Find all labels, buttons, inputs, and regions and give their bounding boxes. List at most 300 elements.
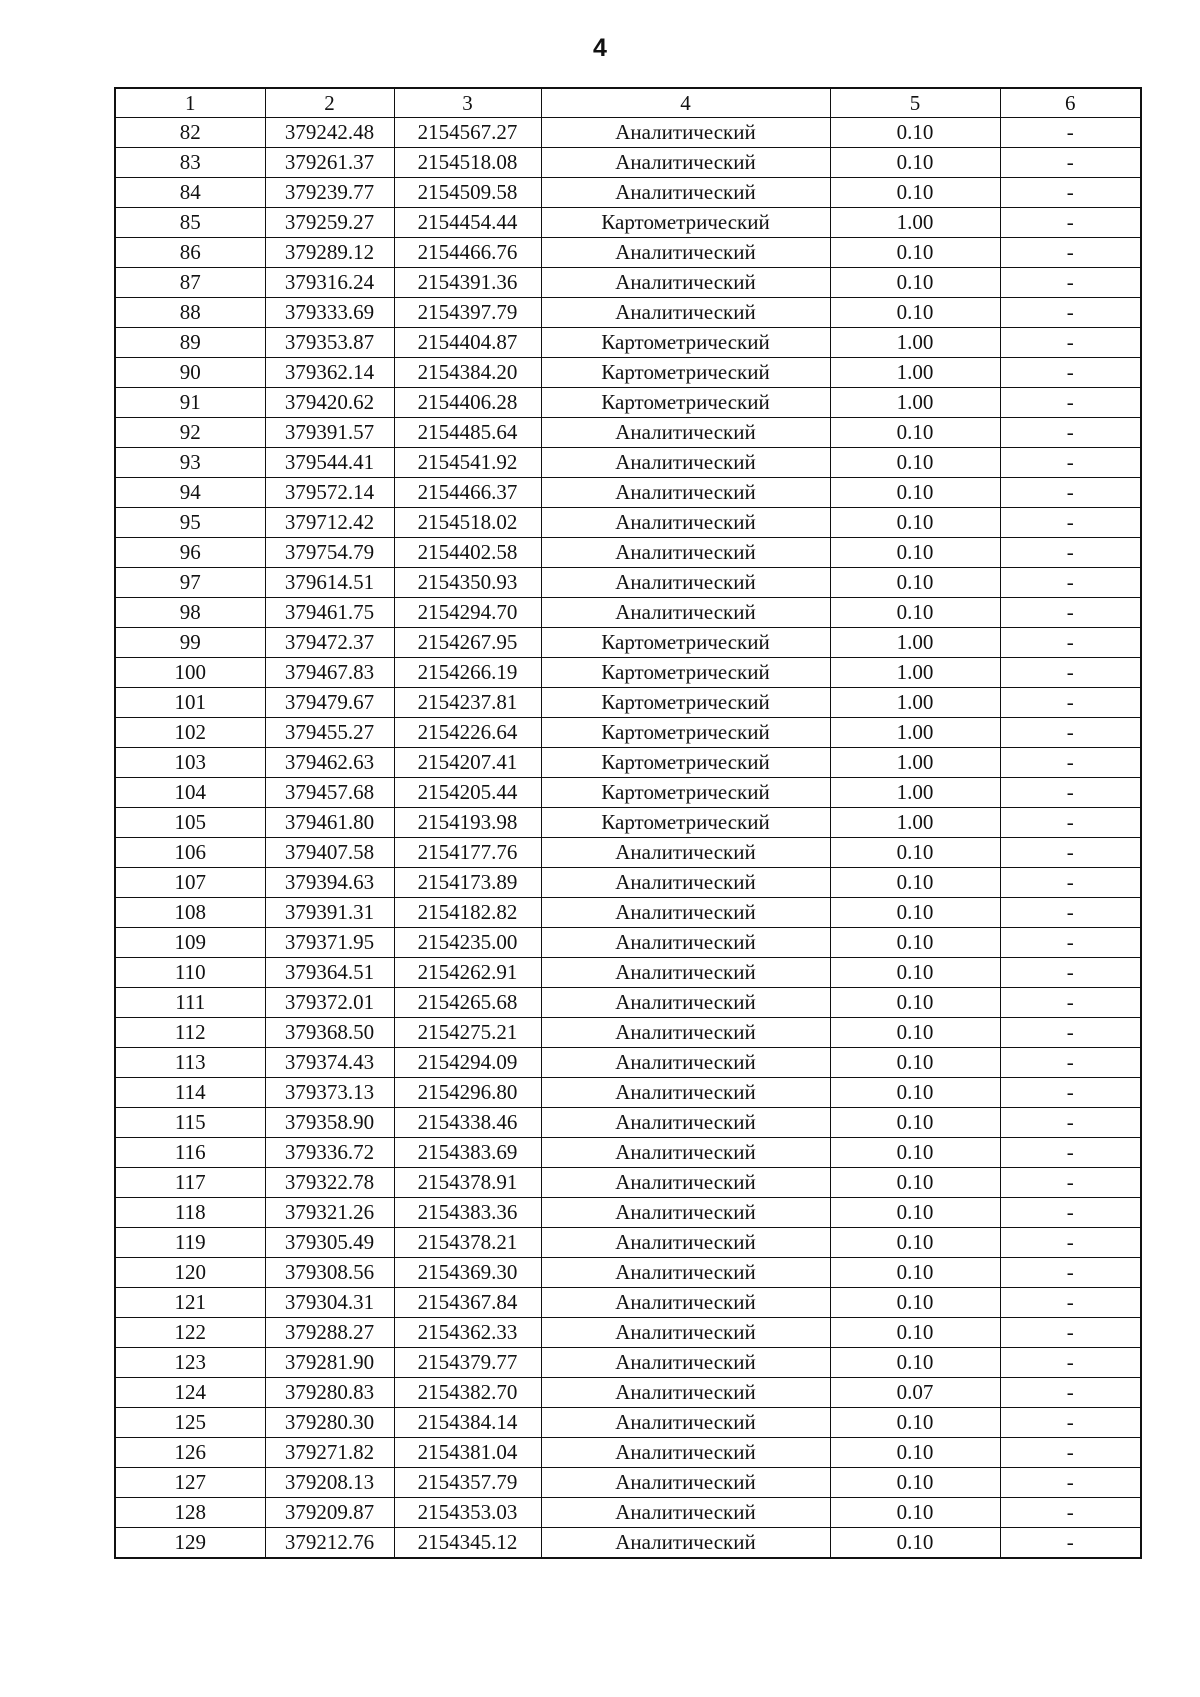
table-row <box>115 418 1141 448</box>
note-cell: - <box>1000 448 1141 478</box>
x-coordinate-cell: 379353.87 <box>265 328 394 358</box>
method-cell: Аналитический <box>541 598 830 628</box>
accuracy-cell: 1.00 <box>830 658 1000 688</box>
point-number-cell: 123 <box>115 1348 265 1378</box>
y-coordinate-cell: 2154357.79 <box>394 1468 541 1498</box>
point-number-cell: 127 <box>115 1468 265 1498</box>
table-row <box>115 478 1141 508</box>
point-number-cell: 87 <box>115 268 265 298</box>
note-cell: - <box>1000 658 1141 688</box>
accuracy-cell: 0.10 <box>830 1408 1000 1438</box>
note-cell: - <box>1000 268 1141 298</box>
note-cell: - <box>1000 688 1141 718</box>
point-number-cell: 92 <box>115 418 265 448</box>
y-coordinate-cell: 2154338.46 <box>394 1108 541 1138</box>
note-cell: - <box>1000 1438 1141 1468</box>
y-coordinate-cell: 2154518.02 <box>394 508 541 538</box>
point-number-cell: 89 <box>115 328 265 358</box>
point-number-cell: 102 <box>115 718 265 748</box>
y-coordinate-cell: 2154235.00 <box>394 928 541 958</box>
y-coordinate-cell: 2154397.79 <box>394 298 541 328</box>
y-coordinate-cell: 2154226.64 <box>394 718 541 748</box>
x-coordinate-cell: 379472.37 <box>265 628 394 658</box>
method-cell: Картометрический <box>541 778 830 808</box>
note-cell: - <box>1000 898 1141 928</box>
note-cell: - <box>1000 628 1141 658</box>
accuracy-cell: 0.10 <box>830 1018 1000 1048</box>
table-row <box>115 1288 1141 1318</box>
y-coordinate-cell: 2154466.37 <box>394 478 541 508</box>
x-coordinate-cell: 379407.58 <box>265 838 394 868</box>
accuracy-cell: 0.10 <box>830 418 1000 448</box>
x-coordinate-cell: 379461.80 <box>265 808 394 838</box>
x-coordinate-cell: 379420.62 <box>265 388 394 418</box>
accuracy-cell: 1.00 <box>830 718 1000 748</box>
y-coordinate-cell: 2154384.14 <box>394 1408 541 1438</box>
point-number-cell: 124 <box>115 1378 265 1408</box>
note-cell: - <box>1000 148 1141 178</box>
y-coordinate-cell: 2154509.58 <box>394 178 541 208</box>
x-coordinate-cell: 379614.51 <box>265 568 394 598</box>
accuracy-cell: 0.10 <box>830 898 1000 928</box>
note-cell: - <box>1000 1198 1141 1228</box>
method-cell: Аналитический <box>541 1018 830 1048</box>
method-cell: Аналитический <box>541 508 830 538</box>
method-cell: Аналитический <box>541 1348 830 1378</box>
x-coordinate-cell: 379712.42 <box>265 508 394 538</box>
point-number-cell: 115 <box>115 1108 265 1138</box>
note-cell: - <box>1000 718 1141 748</box>
point-number-cell: 99 <box>115 628 265 658</box>
table-row <box>115 838 1141 868</box>
method-cell: Аналитический <box>541 148 830 178</box>
point-number-cell: 125 <box>115 1408 265 1438</box>
note-cell: - <box>1000 748 1141 778</box>
table-row <box>115 568 1141 598</box>
y-coordinate-cell: 2154406.28 <box>394 388 541 418</box>
y-coordinate-cell: 2154541.92 <box>394 448 541 478</box>
x-coordinate-cell: 379259.27 <box>265 208 394 238</box>
point-number-cell: 93 <box>115 448 265 478</box>
method-cell: Аналитический <box>541 1498 830 1528</box>
table-row <box>115 328 1141 358</box>
y-coordinate-cell: 2154345.12 <box>394 1528 541 1559</box>
y-coordinate-cell: 2154267.95 <box>394 628 541 658</box>
method-cell: Картометрический <box>541 688 830 718</box>
y-coordinate-cell: 2154369.30 <box>394 1258 541 1288</box>
note-cell: - <box>1000 298 1141 328</box>
accuracy-cell: 0.10 <box>830 1168 1000 1198</box>
point-number-cell: 97 <box>115 568 265 598</box>
note-cell: - <box>1000 388 1141 418</box>
method-cell: Аналитический <box>541 1258 830 1288</box>
table-row <box>115 538 1141 568</box>
method-cell: Аналитический <box>541 118 830 148</box>
x-coordinate-cell: 379358.90 <box>265 1108 394 1138</box>
accuracy-cell: 0.10 <box>830 178 1000 208</box>
y-coordinate-cell: 2154378.91 <box>394 1168 541 1198</box>
note-cell: - <box>1000 1108 1141 1138</box>
note-cell: - <box>1000 778 1141 808</box>
table-header-row <box>115 88 1141 118</box>
method-cell: Аналитический <box>541 1138 830 1168</box>
table-row <box>115 1498 1141 1528</box>
x-coordinate-cell: 379242.48 <box>265 118 394 148</box>
method-cell: Аналитический <box>541 1378 830 1408</box>
y-coordinate-cell: 2154362.33 <box>394 1318 541 1348</box>
column-header: 3 <box>394 88 541 118</box>
table-row <box>115 238 1141 268</box>
point-number-cell: 121 <box>115 1288 265 1318</box>
note-cell: - <box>1000 118 1141 148</box>
note-cell: - <box>1000 928 1141 958</box>
y-coordinate-cell: 2154567.27 <box>394 118 541 148</box>
y-coordinate-cell: 2154379.77 <box>394 1348 541 1378</box>
x-coordinate-cell: 379280.30 <box>265 1408 394 1438</box>
x-coordinate-cell: 379461.75 <box>265 598 394 628</box>
method-cell: Аналитический <box>541 538 830 568</box>
point-number-cell: 96 <box>115 538 265 568</box>
point-number-cell: 107 <box>115 868 265 898</box>
method-cell: Аналитический <box>541 898 830 928</box>
x-coordinate-cell: 379280.83 <box>265 1378 394 1408</box>
table-row <box>115 118 1141 148</box>
method-cell: Картометрический <box>541 628 830 658</box>
x-coordinate-cell: 379364.51 <box>265 958 394 988</box>
note-cell: - <box>1000 838 1141 868</box>
point-number-cell: 112 <box>115 1018 265 1048</box>
y-coordinate-cell: 2154173.89 <box>394 868 541 898</box>
table-row <box>115 1048 1141 1078</box>
point-number-cell: 129 <box>115 1528 265 1559</box>
method-cell: Аналитический <box>541 868 830 898</box>
x-coordinate-cell: 379208.13 <box>265 1468 394 1498</box>
table-row <box>115 1228 1141 1258</box>
point-number-cell: 105 <box>115 808 265 838</box>
table-row <box>115 718 1141 748</box>
method-cell: Аналитический <box>541 1168 830 1198</box>
table-row <box>115 178 1141 208</box>
y-coordinate-cell: 2154485.64 <box>394 418 541 448</box>
x-coordinate-cell: 379322.78 <box>265 1168 394 1198</box>
x-coordinate-cell: 379544.41 <box>265 448 394 478</box>
table-row <box>115 1078 1141 1108</box>
table-row <box>115 598 1141 628</box>
accuracy-cell: 0.10 <box>830 1438 1000 1468</box>
table-row <box>115 1168 1141 1198</box>
point-number-cell: 85 <box>115 208 265 238</box>
method-cell: Аналитический <box>541 1288 830 1318</box>
y-coordinate-cell: 2154350.93 <box>394 568 541 598</box>
note-cell: - <box>1000 868 1141 898</box>
point-number-cell: 119 <box>115 1228 265 1258</box>
table-row <box>115 1468 1141 1498</box>
note-cell: - <box>1000 1288 1141 1318</box>
table-row <box>115 1138 1141 1168</box>
table-row <box>115 358 1141 388</box>
coordinates-table <box>114 87 1142 1559</box>
point-number-cell: 118 <box>115 1198 265 1228</box>
accuracy-cell: 0.10 <box>830 1228 1000 1258</box>
accuracy-cell: 0.10 <box>830 1078 1000 1108</box>
y-coordinate-cell: 2154404.87 <box>394 328 541 358</box>
note-cell: - <box>1000 1048 1141 1078</box>
note-cell: - <box>1000 1318 1141 1348</box>
method-cell: Аналитический <box>541 1198 830 1228</box>
point-number-cell: 82 <box>115 118 265 148</box>
note-cell: - <box>1000 1228 1141 1258</box>
table-row <box>115 1258 1141 1288</box>
point-number-cell: 116 <box>115 1138 265 1168</box>
x-coordinate-cell: 379261.37 <box>265 148 394 178</box>
point-number-cell: 113 <box>115 1048 265 1078</box>
table-row <box>115 658 1141 688</box>
column-header: 6 <box>1000 88 1141 118</box>
method-cell: Картометрический <box>541 718 830 748</box>
accuracy-cell: 0.07 <box>830 1378 1000 1408</box>
point-number-cell: 122 <box>115 1318 265 1348</box>
method-cell: Аналитический <box>541 958 830 988</box>
note-cell: - <box>1000 988 1141 1018</box>
method-cell: Аналитический <box>541 1048 830 1078</box>
note-cell: - <box>1000 1408 1141 1438</box>
table-row <box>115 508 1141 538</box>
y-coordinate-cell: 2154193.98 <box>394 808 541 838</box>
x-coordinate-cell: 379281.90 <box>265 1348 394 1378</box>
accuracy-cell: 1.00 <box>830 328 1000 358</box>
note-cell: - <box>1000 1468 1141 1498</box>
accuracy-cell: 0.10 <box>830 1468 1000 1498</box>
x-coordinate-cell: 379391.57 <box>265 418 394 448</box>
y-coordinate-cell: 2154466.76 <box>394 238 541 268</box>
y-coordinate-cell: 2154262.91 <box>394 958 541 988</box>
table-row <box>115 1348 1141 1378</box>
point-number-cell: 101 <box>115 688 265 718</box>
table-row <box>115 688 1141 718</box>
y-coordinate-cell: 2154518.08 <box>394 148 541 178</box>
method-cell: Картометрический <box>541 358 830 388</box>
point-number-cell: 86 <box>115 238 265 268</box>
x-coordinate-cell: 379372.01 <box>265 988 394 1018</box>
table-row <box>115 208 1141 238</box>
accuracy-cell: 0.10 <box>830 928 1000 958</box>
x-coordinate-cell: 379289.12 <box>265 238 394 268</box>
x-coordinate-cell: 379374.43 <box>265 1048 394 1078</box>
method-cell: Аналитический <box>541 1228 830 1258</box>
table-row <box>115 1438 1141 1468</box>
point-number-cell: 104 <box>115 778 265 808</box>
note-cell: - <box>1000 1018 1141 1048</box>
point-number-cell: 110 <box>115 958 265 988</box>
accuracy-cell: 0.10 <box>830 1348 1000 1378</box>
y-coordinate-cell: 2154294.09 <box>394 1048 541 1078</box>
point-number-cell: 126 <box>115 1438 265 1468</box>
x-coordinate-cell: 379391.31 <box>265 898 394 928</box>
method-cell: Картометрический <box>541 208 830 238</box>
method-cell: Картометрический <box>541 658 830 688</box>
method-cell: Аналитический <box>541 838 830 868</box>
accuracy-cell: 0.10 <box>830 1498 1000 1528</box>
accuracy-cell: 0.10 <box>830 538 1000 568</box>
method-cell: Аналитический <box>541 1468 830 1498</box>
x-coordinate-cell: 379333.69 <box>265 298 394 328</box>
x-coordinate-cell: 379467.83 <box>265 658 394 688</box>
x-coordinate-cell: 379394.63 <box>265 868 394 898</box>
accuracy-cell: 0.10 <box>830 1198 1000 1228</box>
accuracy-cell: 1.00 <box>830 778 1000 808</box>
point-number-cell: 111 <box>115 988 265 1018</box>
table-row <box>115 628 1141 658</box>
table-row <box>115 958 1141 988</box>
note-cell: - <box>1000 328 1141 358</box>
y-coordinate-cell: 2154383.36 <box>394 1198 541 1228</box>
y-coordinate-cell: 2154294.70 <box>394 598 541 628</box>
method-cell: Картометрический <box>541 748 830 778</box>
accuracy-cell: 0.10 <box>830 958 1000 988</box>
method-cell: Аналитический <box>541 1438 830 1468</box>
x-coordinate-cell: 379479.67 <box>265 688 394 718</box>
table-row <box>115 1528 1141 1559</box>
x-coordinate-cell: 379271.82 <box>265 1438 394 1468</box>
x-coordinate-cell: 379336.72 <box>265 1138 394 1168</box>
column-header: 5 <box>830 88 1000 118</box>
accuracy-cell: 0.10 <box>830 1108 1000 1138</box>
x-coordinate-cell: 379316.24 <box>265 268 394 298</box>
note-cell: - <box>1000 1348 1141 1378</box>
table-row <box>115 388 1141 418</box>
method-cell: Аналитический <box>541 1528 830 1559</box>
note-cell: - <box>1000 568 1141 598</box>
y-coordinate-cell: 2154378.21 <box>394 1228 541 1258</box>
note-cell: - <box>1000 1378 1141 1408</box>
table-row <box>115 1408 1141 1438</box>
x-coordinate-cell: 379371.95 <box>265 928 394 958</box>
x-coordinate-cell: 379239.77 <box>265 178 394 208</box>
y-coordinate-cell: 2154275.21 <box>394 1018 541 1048</box>
method-cell: Аналитический <box>541 238 830 268</box>
y-coordinate-cell: 2154381.04 <box>394 1438 541 1468</box>
table-row <box>115 988 1141 1018</box>
x-coordinate-cell: 379754.79 <box>265 538 394 568</box>
point-number-cell: 106 <box>115 838 265 868</box>
table-row <box>115 268 1141 298</box>
x-coordinate-cell: 379455.27 <box>265 718 394 748</box>
table-row <box>115 1318 1141 1348</box>
table-row <box>115 1018 1141 1048</box>
method-cell: Аналитический <box>541 448 830 478</box>
accuracy-cell: 1.00 <box>830 208 1000 238</box>
point-number-cell: 100 <box>115 658 265 688</box>
column-header: 4 <box>541 88 830 118</box>
method-cell: Аналитический <box>541 1108 830 1138</box>
note-cell: - <box>1000 1138 1141 1168</box>
point-number-cell: 91 <box>115 388 265 418</box>
table-row <box>115 148 1141 178</box>
accuracy-cell: 1.00 <box>830 808 1000 838</box>
accuracy-cell: 0.10 <box>830 988 1000 1018</box>
accuracy-cell: 0.10 <box>830 1138 1000 1168</box>
y-coordinate-cell: 2154296.80 <box>394 1078 541 1108</box>
x-coordinate-cell: 379462.63 <box>265 748 394 778</box>
method-cell: Аналитический <box>541 1078 830 1108</box>
note-cell: - <box>1000 358 1141 388</box>
method-cell: Аналитический <box>541 268 830 298</box>
y-coordinate-cell: 2154402.58 <box>394 538 541 568</box>
accuracy-cell: 0.10 <box>830 1258 1000 1288</box>
accuracy-cell: 0.10 <box>830 1318 1000 1348</box>
table-row <box>115 1108 1141 1138</box>
point-number-cell: 83 <box>115 148 265 178</box>
x-coordinate-cell: 379288.27 <box>265 1318 394 1348</box>
method-cell: Картометрический <box>541 808 830 838</box>
note-cell: - <box>1000 178 1141 208</box>
x-coordinate-cell: 379321.26 <box>265 1198 394 1228</box>
x-coordinate-cell: 379308.56 <box>265 1258 394 1288</box>
note-cell: - <box>1000 1168 1141 1198</box>
method-cell: Аналитический <box>541 478 830 508</box>
x-coordinate-cell: 379373.13 <box>265 1078 394 1108</box>
accuracy-cell: 0.10 <box>830 1048 1000 1078</box>
accuracy-cell: 0.10 <box>830 148 1000 178</box>
point-number-cell: 88 <box>115 298 265 328</box>
accuracy-cell: 1.00 <box>830 688 1000 718</box>
accuracy-cell: 0.10 <box>830 238 1000 268</box>
point-number-cell: 90 <box>115 358 265 388</box>
accuracy-cell: 0.10 <box>830 268 1000 298</box>
table-row <box>115 808 1141 838</box>
accuracy-cell: 1.00 <box>830 628 1000 658</box>
accuracy-cell: 1.00 <box>830 388 1000 418</box>
note-cell: - <box>1000 508 1141 538</box>
point-number-cell: 103 <box>115 748 265 778</box>
note-cell: - <box>1000 208 1141 238</box>
note-cell: - <box>1000 598 1141 628</box>
method-cell: Аналитический <box>541 178 830 208</box>
note-cell: - <box>1000 238 1141 268</box>
point-number-cell: 114 <box>115 1078 265 1108</box>
x-coordinate-cell: 379362.14 <box>265 358 394 388</box>
y-coordinate-cell: 2154237.81 <box>394 688 541 718</box>
table-row <box>115 748 1141 778</box>
y-coordinate-cell: 2154454.44 <box>394 208 541 238</box>
accuracy-cell: 1.00 <box>830 358 1000 388</box>
y-coordinate-cell: 2154177.76 <box>394 838 541 868</box>
page-number: 4 <box>593 34 607 62</box>
y-coordinate-cell: 2154383.69 <box>394 1138 541 1168</box>
note-cell: - <box>1000 1528 1141 1559</box>
table-row <box>115 298 1141 328</box>
method-cell: Аналитический <box>541 988 830 1018</box>
table-body <box>115 118 1141 1559</box>
y-coordinate-cell: 2154382.70 <box>394 1378 541 1408</box>
point-number-cell: 109 <box>115 928 265 958</box>
table-row <box>115 778 1141 808</box>
y-coordinate-cell: 2154182.82 <box>394 898 541 928</box>
note-cell: - <box>1000 1258 1141 1288</box>
table-row <box>115 1198 1141 1228</box>
method-cell: Аналитический <box>541 1408 830 1438</box>
column-header: 2 <box>265 88 394 118</box>
y-coordinate-cell: 2154266.19 <box>394 658 541 688</box>
method-cell: Аналитический <box>541 418 830 448</box>
point-number-cell: 108 <box>115 898 265 928</box>
accuracy-cell: 0.10 <box>830 1288 1000 1318</box>
accuracy-cell: 0.10 <box>830 838 1000 868</box>
y-coordinate-cell: 2154207.41 <box>394 748 541 778</box>
table-row <box>115 928 1141 958</box>
method-cell: Картометрический <box>541 328 830 358</box>
accuracy-cell: 0.10 <box>830 598 1000 628</box>
